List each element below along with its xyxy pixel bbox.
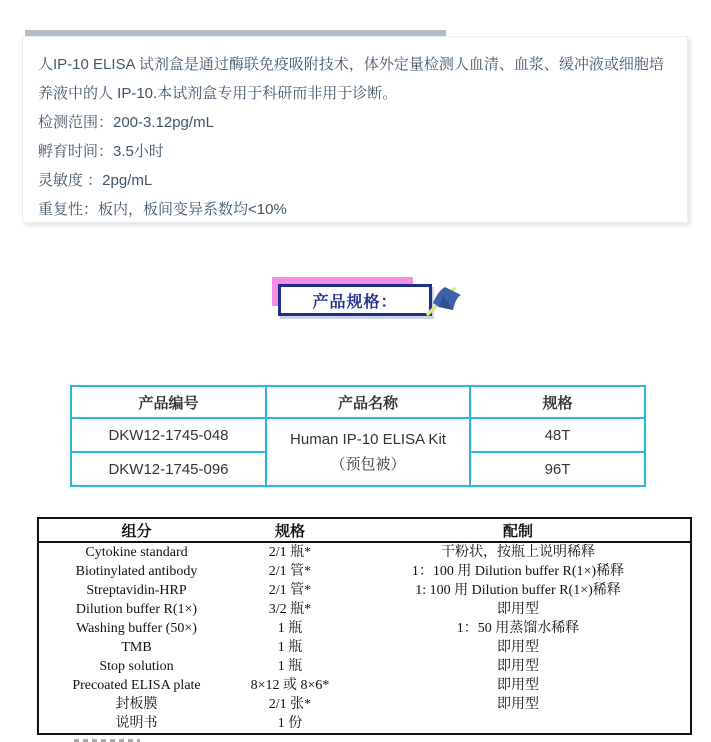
component-prep: 即用型 (497, 640, 539, 655)
header-preparation: 配制 (346, 518, 691, 542)
component-spec: 1 瓶 (277, 659, 303, 674)
flag-icon (424, 282, 464, 323)
spec-repeatability: 重复性：板内，板间变异系数均<10% (38, 201, 287, 218)
component-spec: 2/1 张* (268, 697, 312, 712)
component-name: Dilution buffer R(1×) (75, 602, 198, 617)
component-prep (346, 714, 691, 734)
table-row (38, 714, 691, 734)
table-row (71, 418, 645, 452)
product-name-cell (266, 418, 470, 486)
spec-incubation-time: 孵育时间：3.5小时 (38, 143, 164, 160)
product-intro-card (22, 36, 688, 223)
component-name: Cytokine standard (85, 545, 188, 560)
section-banner (272, 276, 462, 324)
component-name: 说明书 (115, 716, 158, 731)
table-row (38, 676, 691, 695)
table-row (38, 619, 691, 638)
header-product-name: 产品名称 (266, 386, 470, 418)
component-spec: 3/2 瓶* (268, 602, 312, 617)
component-prep: 1：50 用蒸馏水稀释 (456, 621, 580, 636)
component-prep: 即用型 (497, 678, 539, 693)
component-name: Biotinylated antibody (75, 564, 198, 579)
component-name: 封板膜 (115, 697, 158, 712)
component-prep: 即用型 (497, 697, 539, 712)
header-component: 组分 (38, 518, 234, 542)
component-name: Precoated ELISA plate (72, 678, 201, 693)
header-product-code: 产品编号 (71, 386, 266, 418)
component-prep: 1：100 用 Dilution buffer R(1×)稀释 (411, 564, 625, 579)
component-spec: 2/1 管* (268, 583, 312, 598)
product-table (70, 385, 646, 487)
table-row (38, 600, 691, 619)
product-table-header-row (71, 386, 645, 418)
component-spec: 1 瓶 (277, 640, 303, 655)
product-name-line2: （预包被） (330, 456, 406, 473)
component-prep: 即用型 (497, 602, 539, 617)
spec-detection-range: 检测范围：200-3.12pg/mL (38, 114, 214, 131)
product-size: 96T (470, 452, 645, 486)
component-prep: 干粉状，按瓶上说明稀释 (441, 545, 595, 560)
components-table (37, 517, 692, 735)
product-code: DKW12-1745-096 (71, 452, 266, 486)
spec-sensitivity: 灵敏度 ：2pg/mL (38, 172, 153, 189)
component-spec: 2/1 瓶* (268, 545, 312, 560)
components-header-row (38, 518, 691, 542)
product-description: 人IP-10 ELISA 试剂盒是通过酶联免疫吸附技术，体外定量检测人血清、血浆、缓冲液或细胞培养液中的人 IP-10.本试剂盒专用于科研而非用于诊断。 (38, 56, 664, 102)
header-spec: 规格 (234, 518, 346, 542)
component-name: Washing buffer (50×) (76, 621, 197, 636)
component-name: Stop solution (99, 659, 174, 674)
component-prep: 1: 100 用 Dilution buffer R(1×)稀释 (415, 583, 621, 598)
component-spec: 1 瓶 (277, 621, 303, 636)
component-spec: 8×12 或 8×6* (250, 678, 330, 693)
header-product-size: 规格 (470, 386, 645, 418)
table-row (38, 562, 691, 581)
table-row (38, 638, 691, 657)
section-title-box (278, 284, 432, 316)
product-code: DKW12-1745-048 (71, 418, 266, 452)
product-size: 48T (470, 418, 645, 452)
table-row (38, 695, 691, 714)
section-title: 产品规格： (312, 293, 398, 311)
component-spec: 1 份 (277, 716, 303, 731)
product-name-line1: Human IP-10 ELISA Kit (290, 431, 446, 448)
table-row (38, 542, 691, 562)
component-spec: 2/1 管* (268, 564, 312, 579)
table-row (38, 657, 691, 676)
table-row (38, 581, 691, 600)
component-name: Streptavidin-HRP (86, 583, 187, 598)
component-name: TMB (121, 640, 152, 655)
component-prep: 即用型 (497, 659, 539, 674)
